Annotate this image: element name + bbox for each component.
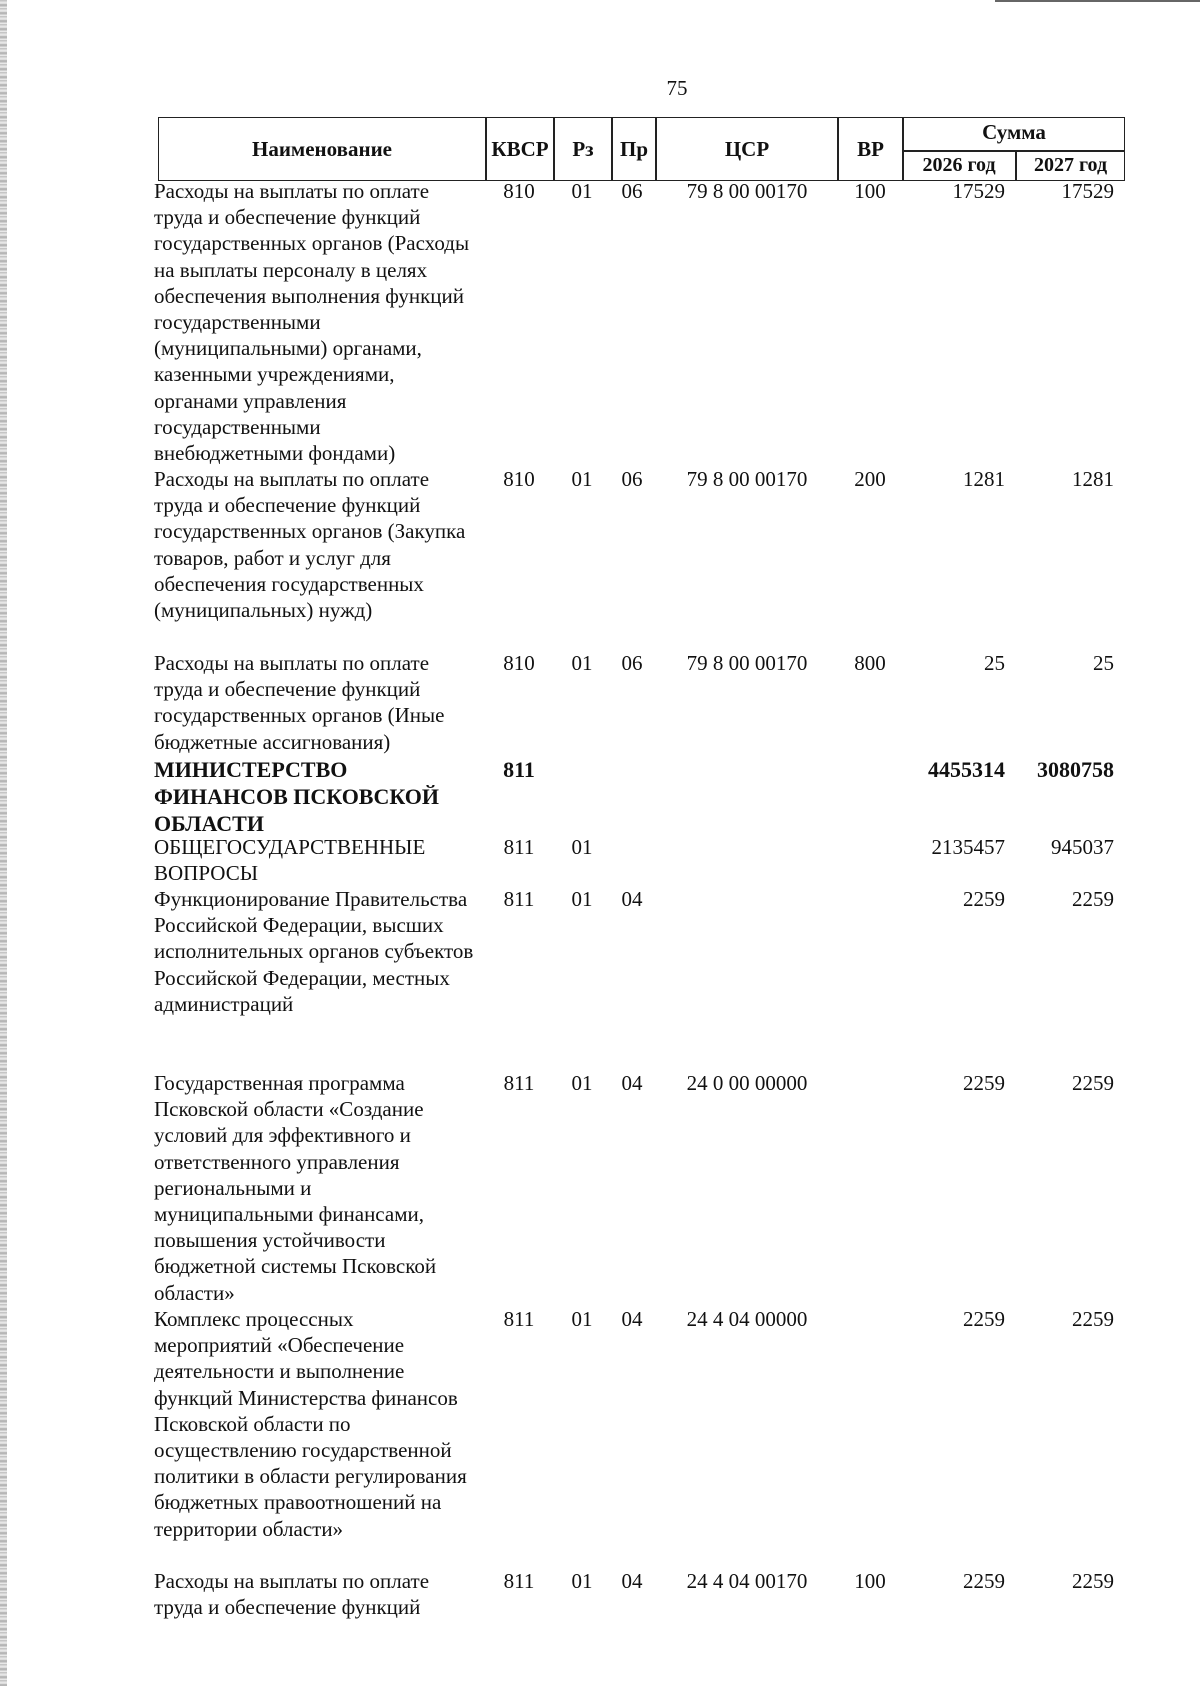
row-name: Государственная программа Псковской области «Создание условий для эффективного и ответственного управления региональными и муниципальными финансами, повышения устойчивости бюджетной системы Псковской области» <box>154 1071 437 1305</box>
row-sum-2027: 945037 <box>1051 835 1114 859</box>
row-rz: 01 <box>571 179 593 203</box>
table-header <box>158 117 1125 181</box>
header-sum: Сумма <box>982 120 1046 144</box>
row-csr: 79 8 00 00170 <box>686 651 808 675</box>
row-csr: 24 0 00 00000 <box>686 1071 808 1095</box>
row-kvsr: 811 <box>503 835 535 859</box>
scan-edge-left <box>0 0 7 1686</box>
header-name: Наименование <box>252 136 392 161</box>
row-sum-2026: 1281 <box>963 467 1005 491</box>
row-sum-2027: 1281 <box>1072 467 1114 491</box>
row-vr: 800 <box>854 651 886 675</box>
header-vr: ВР <box>857 136 884 161</box>
row-vr: 200 <box>854 467 886 491</box>
header-year-2027: 2027 год <box>1033 154 1108 176</box>
header-rz: Рз <box>572 136 594 161</box>
row-name: Расходы на выплаты по оплате труда и обеспечение функций государственных органов (Расходы на выплаты персоналу в целях обеспечения выполнения функций государственными (муниципальными) органами, казенными учреждениями, органами управления государственными внебюджетными фондами) <box>154 179 470 466</box>
row-rz: 01 <box>571 1569 593 1593</box>
row-sum-2027: 2259 <box>1072 1307 1114 1331</box>
row-sum-2027: 25 <box>1093 651 1114 675</box>
row-vr: 100 <box>854 179 886 203</box>
row-pr: 06 <box>621 467 643 491</box>
page-number: 75 <box>666 76 688 100</box>
row-rz: 01 <box>571 651 593 675</box>
row-kvsr: 810 <box>503 651 535 675</box>
row-kvsr: 811 <box>503 887 535 911</box>
row-csr: 79 8 00 00170 <box>686 179 808 203</box>
row-rz: 01 <box>571 1307 593 1331</box>
header-kvsr: КВСР <box>491 136 549 161</box>
row-csr: 24 4 04 00000 <box>686 1307 808 1331</box>
row-pr: 04 <box>621 887 643 911</box>
row-kvsr: 811 <box>503 1307 535 1331</box>
row-sum-2026: 2259 <box>963 1071 1005 1095</box>
row-sum-2026: 2259 <box>963 1307 1005 1331</box>
header-pr: Пр <box>619 136 648 161</box>
row-rz: 01 <box>571 467 593 491</box>
row-sum-2026: 2135457 <box>931 835 1005 859</box>
row-sum-2026: 2259 <box>963 887 1005 911</box>
row-sum-2026: 25 <box>984 651 1005 675</box>
row-sum-2027: 17529 <box>1061 179 1114 203</box>
row-kvsr: 811 <box>503 1569 535 1593</box>
row-kvsr: 810 <box>503 179 535 203</box>
row-name: Функционирование Правительства Российской Федерации, высших исполнительных органов субъектов Российской Федерации, местных администраций <box>154 887 474 1016</box>
row-rz: 01 <box>571 887 593 911</box>
scan-edge-top <box>995 0 1200 2</box>
row-pr: 06 <box>621 651 643 675</box>
row-name: Расходы на выплаты по оплате труда и обеспечение функций государственных органов (Иные бюджетные ассигнования) <box>154 651 445 754</box>
row-pr: 06 <box>621 179 643 203</box>
row-sum-2027: 2259 <box>1072 887 1114 911</box>
row-kvsr: 811 <box>503 757 535 782</box>
row-sum-2027: 2259 <box>1072 1569 1114 1593</box>
row-pr: 04 <box>621 1071 643 1095</box>
row-pr: 04 <box>621 1307 643 1331</box>
row-pr: 04 <box>621 1569 643 1593</box>
header-csr: ЦСР <box>724 136 770 161</box>
row-vr: 100 <box>854 1569 886 1593</box>
row-csr: 79 8 00 00170 <box>686 467 808 491</box>
header-year-2026: 2026 год <box>922 154 996 176</box>
row-sum-2026: 2259 <box>963 1569 1005 1593</box>
row-name: ОБЩЕГОСУДАРСТВЕННЫЕ ВОПРОСЫ <box>154 835 426 886</box>
row-sum-2027: 3080758 <box>1037 757 1114 782</box>
row-name: Расходы на выплаты по оплате труда и обеспечение функций <box>154 1569 430 1620</box>
row-kvsr: 811 <box>503 1071 535 1095</box>
row-name: Расходы на выплаты по оплате труда и обеспечение функций государственных органов (Закупка товаров, работ и услуг для обеспечения государственных (муниципальных) нужд) <box>154 467 466 623</box>
row-csr: 24 4 04 00170 <box>686 1569 808 1593</box>
row-sum-2026: 17529 <box>952 179 1005 203</box>
row-rz: 01 <box>571 1071 593 1095</box>
row-sum-2027: 2259 <box>1072 1071 1114 1095</box>
row-sum-2026: 4455314 <box>928 757 1005 782</box>
row-rz: 01 <box>571 835 593 859</box>
row-kvsr: 810 <box>503 467 535 491</box>
row-name: МИНИСТЕРСТВО ФИНАНСОВ ПСКОВСКОЙ ОБЛАСТИ <box>154 757 440 836</box>
row-name: Комплекс процессных мероприятий «Обеспечение деятельности и выполнение функций Министерства финансов Псковской области по осуществлению государственной политики в области регулирования бюджетных правоотношений на территории области» <box>154 1307 467 1541</box>
